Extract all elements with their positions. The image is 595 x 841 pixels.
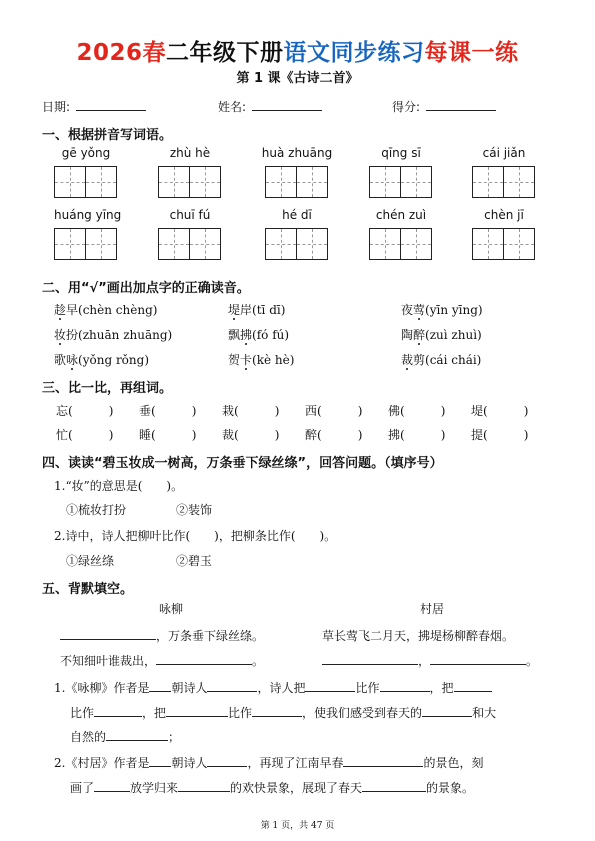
answer-paren[interactable]: ( ) [483,404,529,418]
q-text: 画了 [70,781,95,795]
pinyin-options[interactable]: (fó fú) [252,328,290,342]
date-label: 日期: [42,100,71,114]
pinyin-options[interactable]: (kè hè) [252,353,295,367]
dotted-char: 咏 [66,353,79,367]
grid-cell[interactable] [400,167,431,197]
header-spring: 春 [142,40,166,66]
grid-cell[interactable] [266,167,296,197]
pinyin-label: gē yǒng [61,146,111,160]
grid-cell[interactable] [503,229,534,259]
word-item[interactable] [222,426,279,443]
compare-char: 西 [305,404,318,418]
pinyin-label: chuī fú [169,208,211,222]
header-daily: 每课一练 [424,40,519,66]
word-item[interactable] [139,402,196,419]
poem-text: 不知细叶谁裁出， [60,654,157,668]
word-item[interactable] [139,426,196,443]
lesson-title: 第 1 课《古诗二首》 [236,71,359,86]
poem-punct: ， [418,654,431,668]
pinyin-label: qīng sī [381,146,421,160]
question-4-1[interactable]: 1.“妆”的意思是( )。 [54,479,184,493]
pinyin-options[interactable]: (yǒng rǒng) [78,353,149,367]
q-text: 比作 [355,681,380,695]
pinyin-options[interactable]: (zuì zhuì) [425,328,482,342]
compare-char: 栽 [222,404,235,418]
answer-blank[interactable] [94,779,130,792]
option-2[interactable]: ②碧玉 [176,554,213,568]
answer-blank[interactable] [178,779,230,792]
plain-char: 早 [66,303,79,317]
q-text: 的欢快景象，展现了春天 [230,781,363,795]
writing-grid[interactable] [265,228,328,260]
answer-paren[interactable]: ( ) [234,404,280,418]
writing-grid[interactable] [472,166,535,198]
poem-title-yongliu: 咏柳 [159,602,184,616]
word-item[interactable] [56,402,113,419]
section-5-title: 五、背默填空。 [42,582,134,597]
writing-grid[interactable] [369,166,432,198]
dotted-char: 裁 [401,353,414,367]
q-text: 2.《村居》作者是 [54,756,150,770]
answer-blank[interactable] [94,704,142,717]
reading-item[interactable] [228,326,289,343]
score-blank[interactable] [426,98,496,111]
grid-cell[interactable] [85,229,116,259]
compare-char: 佛 [388,404,401,418]
compare-char: 裁 [222,428,235,442]
answer-blank[interactable] [207,754,247,767]
plain-char: 贺 [228,353,241,367]
answer-paren[interactable]: ( ) [400,428,446,442]
grid-cell[interactable] [370,229,400,259]
section-1-title: 一、根据拼音写词语。 [42,128,173,143]
grid-cell[interactable] [400,229,431,259]
answer-blank[interactable] [422,704,472,717]
section-3-title: 三、比一比，再组词。 [42,381,173,396]
section-2-title: 二、用“√”画出加点字的正确读音。 [42,281,250,296]
dotted-char: 莺 [413,303,426,317]
grid-cell[interactable] [296,167,327,197]
dotted-char: 卡 [240,353,253,367]
word-item[interactable] [222,402,279,419]
section-4-title: 四、读读“碧玉妆成一树高，万条垂下绿丝绦”，回答问题。（填序号） [42,456,443,471]
compare-char: 堤 [471,404,484,418]
header-year: 2026 [76,40,143,66]
answer-blank[interactable] [252,704,302,717]
page-footer: 第 1 页，共 47 页 [260,821,335,831]
plain-char: 剪 [413,353,426,367]
answer-blank[interactable] [156,652,252,665]
option-1[interactable]: ①绿丝绦 [66,554,115,568]
q-text: ，使我们感受到春天的 [302,706,423,720]
q-text: ，再现了江南早春 [247,756,344,770]
pinyin-label: huà zhuāng [261,146,333,160]
option-1[interactable]: ①梳妆打扮 [66,503,127,517]
pinyin-label: zhù hè [169,146,211,160]
poem-punct: 。 [526,654,539,668]
answer-blank[interactable] [362,779,426,792]
header-grade: 二年级下册 [166,40,284,66]
word-item[interactable] [471,402,528,419]
pinyin-options[interactable]: (yīn yīng) [425,303,483,317]
dotted-char: 堤 [228,303,241,317]
compare-char: 睡 [139,428,152,442]
grid-cell[interactable] [296,229,327,259]
grid-cell[interactable] [85,167,116,197]
grid-cell[interactable] [503,167,534,197]
answer-blank[interactable] [430,652,526,665]
word-item[interactable] [471,426,528,443]
pinyin-options[interactable]: (zhuān zhuāng) [78,328,173,342]
plain-char: 岸 [240,303,253,317]
compare-char: 拂 [388,428,401,442]
answer-blank[interactable] [305,679,355,692]
q-text: 放学归来 [130,781,179,795]
word-item[interactable] [305,426,362,443]
poem-line[interactable] [322,652,538,669]
writing-grid[interactable] [54,228,117,260]
answer-paren[interactable]: ( ) [68,428,114,442]
pinyin-label: huáng yīng [54,208,122,222]
grid-cell[interactable] [55,229,85,259]
q-text: ； [168,730,181,744]
poem-title-cunju: 村居 [420,602,445,616]
plain-char: 扮 [66,328,79,342]
answer-blank[interactable] [454,679,492,692]
grid-cell[interactable] [473,167,503,197]
compare-char: 醉 [305,428,318,442]
reading-item[interactable] [54,326,172,343]
q-text: 的景色，刻 [423,756,484,770]
grid-cell[interactable] [55,167,85,197]
date-field[interactable] [42,98,146,115]
reading-item[interactable] [54,301,157,318]
dotted-char: 趁 [54,303,67,317]
answer-paren[interactable]: ( ) [151,428,197,442]
poem-line[interactable] [60,652,264,669]
name-label: 姓名: [218,100,247,114]
pinyin-label: hé dī [282,208,312,222]
reading-item[interactable] [228,351,294,368]
writing-grid[interactable] [158,228,221,260]
pinyin-options[interactable]: (cái chái) [425,353,482,367]
plain-char: 飘 [228,328,241,342]
writing-grid[interactable] [54,166,117,198]
answer-paren[interactable]: ( ) [317,428,363,442]
writing-grid[interactable] [265,166,328,198]
question-4-2[interactable]: 2.诗中，诗人把柳叶比作( )，把柳条比作( )。 [54,529,337,543]
writing-grid[interactable] [158,166,221,198]
pinyin-label: cái jiǎn [482,146,526,160]
answer-blank[interactable] [166,704,228,717]
poem-punct: 。 [252,654,265,668]
answer-blank[interactable] [106,728,168,741]
dotted-char: 醉 [413,328,426,342]
answer-blank[interactable] [149,679,171,692]
q-text: ，把 [429,681,454,695]
grid-cell[interactable] [159,229,189,259]
pinyin-options[interactable]: (chèn chèng) [78,303,158,317]
answer-blank[interactable] [60,627,156,640]
dotted-char: 拂 [240,328,253,342]
answer-paren[interactable]: ( ) [234,428,280,442]
answer-blank[interactable] [343,754,423,767]
reading-item[interactable] [401,351,481,368]
question-5-2-cont[interactable] [70,779,474,796]
dotted-char: 妆 [54,328,67,342]
name-field[interactable] [218,98,322,115]
question-5-2[interactable] [54,754,484,771]
answer-paren[interactable]: ( ) [400,404,446,418]
grid-cell[interactable] [159,167,189,197]
poem-line: 草长莺飞二月天，拂堤杨柳醉春烟。 [322,629,515,643]
q-text: ，诗人把 [257,681,306,695]
answer-paren[interactable]: ( ) [151,404,197,418]
q-text: 自然的 [70,730,107,744]
poem-text: ，万条垂下绿丝绦。 [156,629,265,643]
answer-paren[interactable]: ( ) [68,404,114,418]
reading-item[interactable] [54,351,149,368]
word-item[interactable] [305,402,362,419]
reading-item[interactable] [228,301,285,318]
compare-char: 垂 [139,404,152,418]
answer-blank[interactable] [207,679,257,692]
q-text: 朝诗人 [171,681,208,695]
poem-line[interactable] [60,627,264,644]
q-text: 的景象。 [426,781,475,795]
grid-cell[interactable] [266,229,296,259]
pinyin-options[interactable]: (tī dī) [252,303,286,317]
answer-blank[interactable] [322,652,418,665]
answer-blank[interactable] [149,754,171,767]
grid-cell[interactable] [189,167,220,197]
pinyin-label: chén zuì [375,208,427,222]
worksheet-header [0,34,595,67]
score-label: 得分: [392,100,421,114]
writing-grid[interactable] [369,228,432,260]
reading-item[interactable] [401,326,482,343]
plain-char: 夜 [401,303,414,317]
word-item[interactable] [388,426,445,443]
question-5-1-cont[interactable] [70,704,496,721]
answer-paren[interactable]: ( ) [317,404,363,418]
answer-blank[interactable] [380,679,430,692]
question-5-1[interactable] [54,679,492,696]
score-field[interactable] [392,98,496,115]
word-item[interactable] [388,402,445,419]
q-text: 1.《咏柳》作者是 [54,681,150,695]
q-text: 比作 [70,706,95,720]
grid-cell[interactable] [473,229,503,259]
compare-char: 忘 [56,404,69,418]
plain-char: 陶 [401,328,414,342]
reading-item[interactable] [401,301,483,318]
grid-cell[interactable] [189,229,220,259]
pinyin-label: chèn jī [484,208,524,222]
q-text: ，把 [142,706,167,720]
header-subject: 语文同步练习 [283,40,425,66]
plain-char: 歌 [54,353,67,367]
question-5-1-cont[interactable] [70,728,180,745]
answer-paren[interactable]: ( ) [483,428,529,442]
q-text: 比作 [228,706,253,720]
writing-grid[interactable] [472,228,535,260]
name-blank[interactable] [252,98,322,111]
q-text: 朝诗人 [171,756,208,770]
q-text: 和大 [472,706,497,720]
date-blank[interactable] [76,98,146,111]
option-2[interactable]: ②装饰 [176,503,213,517]
compare-char: 提 [471,428,484,442]
grid-cell[interactable] [370,167,400,197]
compare-char: 忙 [56,428,69,442]
word-item[interactable] [56,426,113,443]
